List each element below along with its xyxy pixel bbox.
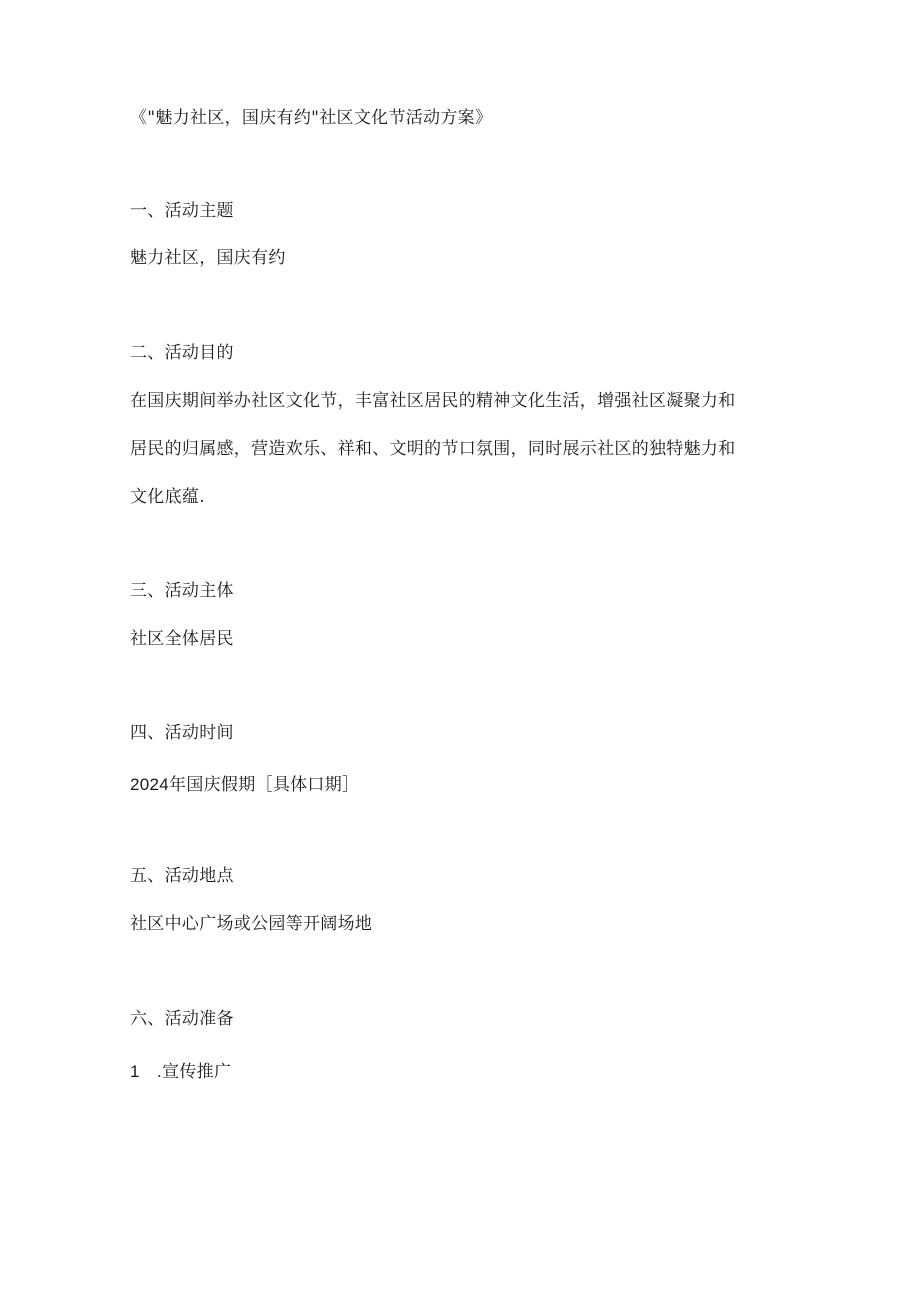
section-body-purpose-line-2: 居民的归属感，营造欢乐、祥和、文明的节口氛围，同时展示社区的独特魅力和 <box>130 439 736 459</box>
section-heading-time: 四、活动时间 <box>130 723 234 743</box>
section-body-participants: 社区全体居民 <box>130 629 234 649</box>
section-heading-preparation: 六、活动准备 <box>130 1009 234 1029</box>
section-heading-location: 五、活动地点 <box>130 866 234 886</box>
section-body-location: 社区中心广场或公园等开阔场地 <box>130 914 373 934</box>
section-heading-purpose: 二、活动目的 <box>130 343 234 363</box>
section-body-purpose-line-3: 文化底蕴. <box>130 487 205 507</box>
document-title: 《"魅力社区，国庆有约"社区文化节活动方案》 <box>130 108 493 128</box>
section-body-theme: 魅力社区，国庆有约 <box>130 248 286 268</box>
section-heading-theme: 一、活动主题 <box>130 201 234 221</box>
section-body-time: 2024年国庆假期［具体口期］ <box>130 775 360 794</box>
section-body-purpose-line-1: 在国庆期间举办社区文化节，丰富社区居民的精神文化生活，增强社区凝聚力和 <box>130 391 736 411</box>
section-body-preparation-item-1: 1 .宣传推广 <box>130 1062 232 1081</box>
section-heading-participants: 三、活动主体 <box>130 581 234 601</box>
